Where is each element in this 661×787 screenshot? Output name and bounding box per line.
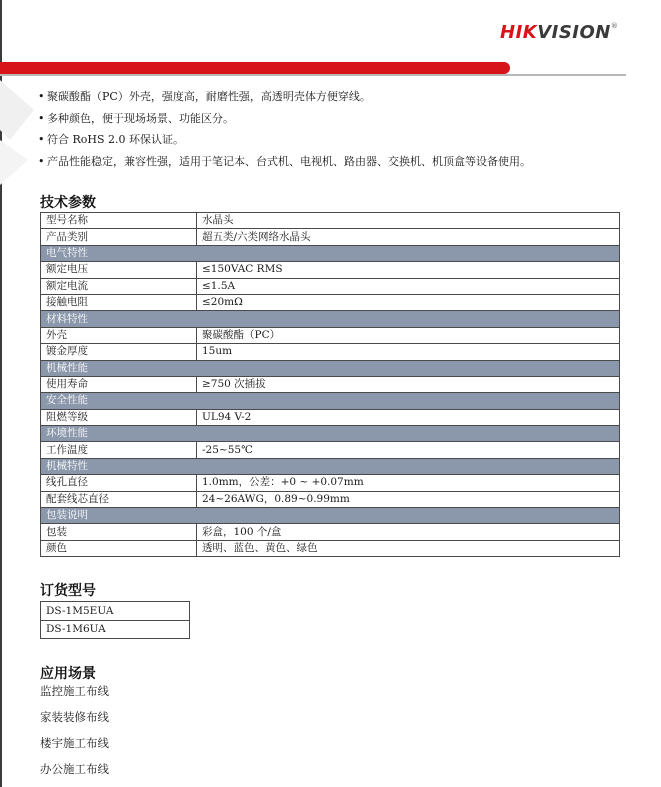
tech-spec-heading: 技术参数 (40, 195, 96, 211)
spec-value: ≤20mΩ (197, 294, 620, 310)
spec-value: UL94 V-2 (197, 409, 620, 425)
table-row (41, 524, 620, 540)
spec-value: 彩盒，100 个/盒 (197, 524, 620, 540)
spec-key: 包装 (41, 524, 197, 540)
spec-value: ≤1.5A (197, 278, 620, 294)
section-row (41, 245, 620, 261)
spec-key: 额定电压 (41, 262, 197, 278)
table-row (41, 213, 620, 229)
spec-key: 镀金厚度 (41, 344, 197, 360)
spec-table (40, 212, 620, 557)
list-item: 家装装修布线 (40, 710, 109, 724)
spec-value: -25~55℃ (197, 442, 620, 458)
feature-list (38, 86, 531, 172)
section-title: 材料特性 (41, 311, 620, 327)
feature-item: • 多种颜色，便于现场场景、功能区分。 (38, 111, 234, 125)
table-row (41, 294, 620, 310)
list-item: 楼宇施工布线 (40, 736, 109, 750)
section-title: 环境性能 (41, 426, 620, 442)
hikvision-logo: HIKVISION® (500, 22, 619, 43)
header-red-bar (0, 62, 510, 74)
table-row (41, 409, 620, 425)
table-row (41, 278, 620, 294)
model-number: DS-1M5EUA (41, 602, 190, 621)
section-row (41, 360, 620, 376)
spec-key: 配套线芯直径 (41, 491, 197, 507)
table-row (41, 602, 190, 621)
spec-key: 额定电流 (41, 278, 197, 294)
table-row (41, 344, 620, 360)
section-title: 安全性能 (41, 393, 620, 409)
spec-value: 透明、蓝色、黄色、绿色 (197, 540, 620, 556)
spec-key: 型号名称 (41, 213, 197, 229)
decorative-watermark-shape (0, 80, 40, 190)
section-title: 电气特性 (41, 245, 620, 261)
section-row (41, 458, 620, 474)
feature-item: • 符合 RoHS 2.0 环保认证。 (38, 133, 185, 146)
section-title: 包装说明 (41, 508, 620, 524)
list-item: 办公施工布线 (40, 762, 109, 776)
spec-key: 外壳 (41, 327, 197, 343)
table-row (41, 491, 620, 507)
section-row (41, 426, 620, 442)
section-row (41, 311, 620, 327)
table-row (41, 376, 620, 392)
spec-value: 水晶头 (197, 213, 620, 229)
spec-value: 15um (197, 344, 620, 360)
section-row (41, 508, 620, 524)
list-item: 监控施工布线 (40, 684, 109, 698)
spec-key: 产品类别 (41, 229, 197, 245)
spec-value: 聚碳酸酯（PC） (197, 327, 620, 343)
table-row (41, 262, 620, 278)
section-title: 机械特性 (41, 458, 620, 474)
spec-key: 使用寿命 (41, 376, 197, 392)
feature-item: • 产品性能稳定，兼容性强，适用于笔记本、台式机、电视机、路由器、交换机、机顶盒等设备使用。 (38, 154, 531, 168)
table-row (41, 229, 620, 245)
spec-value: 1.0mm，公差：+0 ~ +0.07mm (197, 475, 620, 491)
order-models-heading: 订货型号 (40, 583, 96, 599)
spec-key: 接触电阻 (41, 294, 197, 310)
application-scenarios-heading: 应用场景 (40, 666, 96, 682)
feature-item: • 聚碳酸酯（PC）外壳，强度高，耐磨性强，高透明壳体方便穿线。 (38, 90, 371, 103)
table-row (41, 475, 620, 491)
spec-key: 工作温度 (41, 442, 197, 458)
spec-key: 颜色 (41, 540, 197, 556)
table-row (41, 327, 620, 343)
spec-value: 24~26AWG，0.89~0.99mm (197, 491, 620, 507)
spec-key: 阻燃等级 (41, 409, 197, 425)
header-grey-line (0, 74, 626, 76)
table-row (41, 540, 620, 556)
section-row (41, 393, 620, 409)
application-list (40, 683, 109, 787)
model-number: DS-1M6UA (41, 620, 190, 639)
table-row (41, 442, 620, 458)
spec-value: ≥750 次插拔 (197, 376, 620, 392)
section-title: 机械性能 (41, 360, 620, 376)
spec-key: 线孔直径 (41, 475, 197, 491)
table-row (41, 620, 190, 639)
spec-value: 超五类/六类网络水晶头 (197, 229, 620, 245)
order-models-table (40, 601, 190, 639)
spec-value: ≤150VAC RMS (197, 262, 620, 278)
